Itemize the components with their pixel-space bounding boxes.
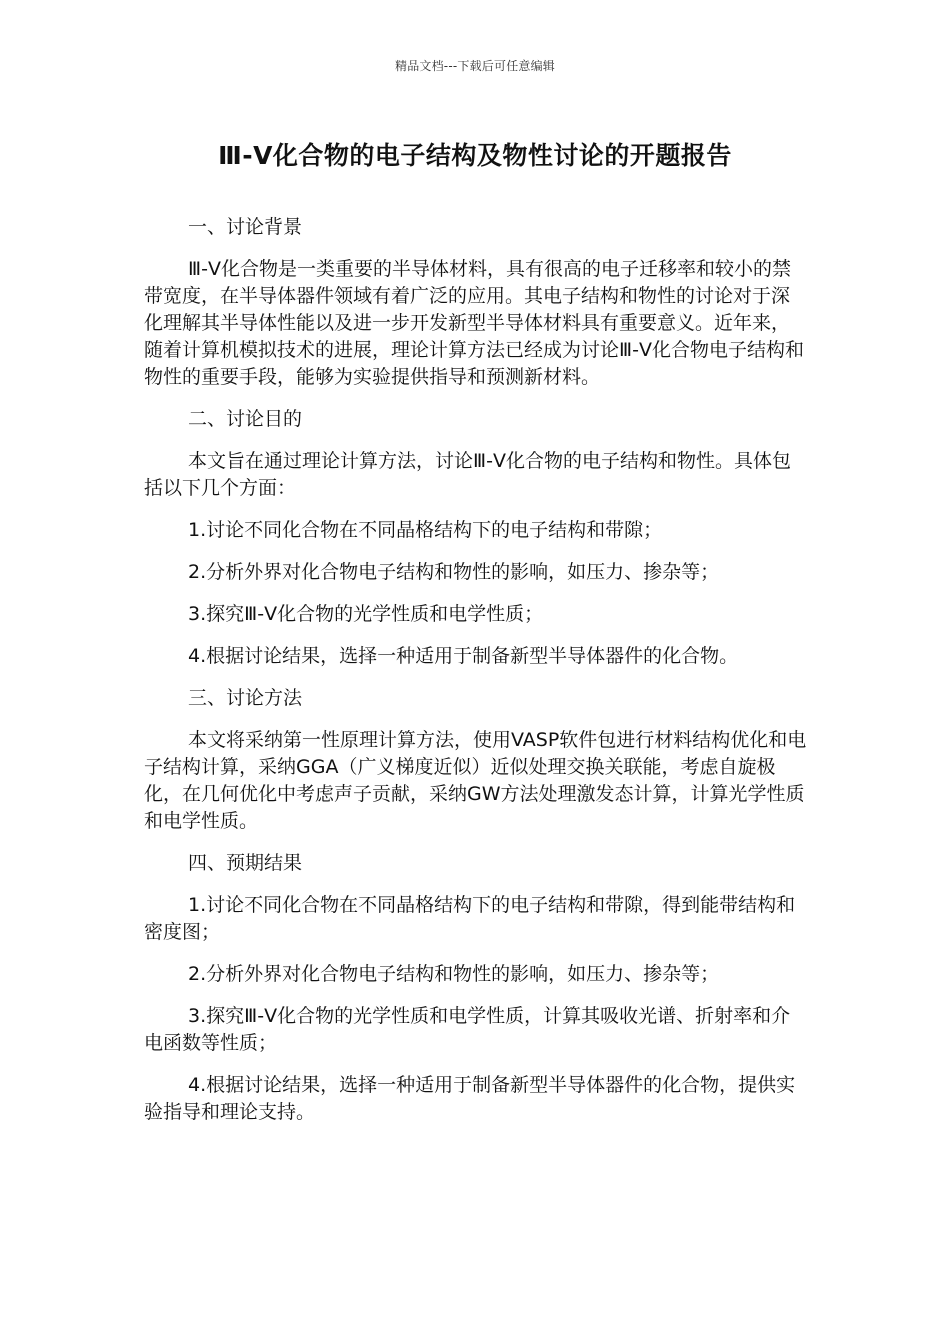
result-item: 2.分析外界对化合物电子结构和物性的影响，如压力、掺杂等； [188,963,720,985]
section-heading-expected-results: 四、预期结果 [188,852,303,874]
purpose-item: 2.分析外界对化合物电子结构和物性的影响，如压力、掺杂等； [188,561,720,583]
document-title: Ⅲ-Ⅴ化合物的电子结构及物性讨论的开题报告 [218,141,732,170]
paragraph-background: Ⅲ-Ⅴ化合物是一类重要的半导体材料，具有很高的电子迁移率和较小的禁带宽度，在半导体器件领域有着广泛的应用。其电子结构和物性的讨论对于深化理解其半导体性能以及进一步开发新型半导体材料具有重要意义。近年来，随着计算机模拟技术的进展，理论计算方法已经成为讨论Ⅲ-Ⅴ化合物电子结构和物性的重要手段，能够为实验提供指导和预测新材料。 [144,258,804,388]
purpose-item: 3.探究Ⅲ-Ⅴ化合物的光学性质和电学性质； [188,603,544,625]
section-heading-method: 三、讨论方法 [188,687,303,709]
header-note: 精品文档---下载后可任意编辑 [395,59,555,73]
result-item: 1.讨论不同化合物在不同晶格结构下的电子结构和带隙，得到能带结构和密度图； [144,894,796,943]
document-body [144,214,808,1141]
result-item: 4.根据讨论结果，选择一种适用于制备新型半导体器件的化合物，提供实验指导和理论支持。 [144,1074,796,1123]
purpose-item: 1.讨论不同化合物在不同晶格结构下的电子结构和带隙； [188,519,663,541]
result-item: 3.探究Ⅲ-Ⅴ化合物的光学性质和电学性质，计算其吸收光谱、折射率和介电函数等性质； [144,1005,791,1054]
purpose-item: 4.根据讨论结果，选择一种适用于制备新型半导体器件的化合物。 [188,645,739,667]
section-heading-background: 一、讨论背景 [188,216,303,238]
section-heading-purpose: 二、讨论目的 [188,408,303,430]
paragraph-purpose: 本文旨在通过理论计算方法，讨论Ⅲ-Ⅴ化合物的电子结构和物性。具体包括以下几个方面： [144,450,791,499]
paragraph-method: 本文将采纳第一性原理计算方法，使用VASP软件包进行材料结构优化和电子结构计算，采纳GGA（广义梯度近似）近似处理交换关联能，考虑自旋极化，在几何优化中考虑声子贡献，采纳GW方法处理激发态计算，计算光学性质和电学性质。 [144,729,807,832]
